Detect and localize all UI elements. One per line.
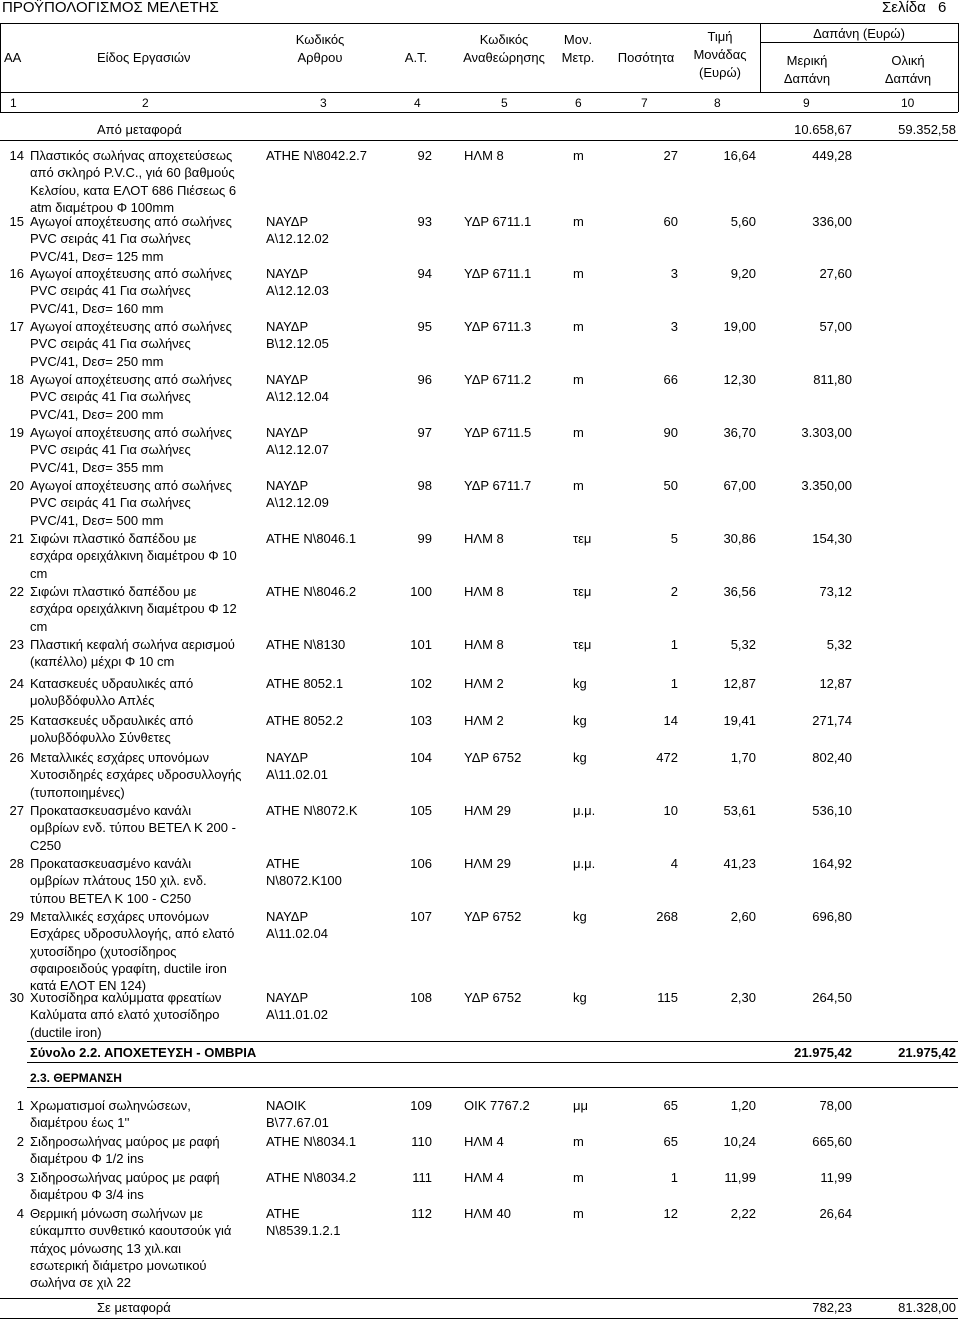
row-code-line: ΑΤΗΕ — [266, 1206, 300, 1221]
row-code-line: Α\12.12.03 — [266, 283, 329, 299]
row-revision-code: ΥΔΡ 6711.7 — [464, 478, 532, 493]
subtotal-meriki: 21.975,42 — [794, 1045, 852, 1060]
row-unit-price: 36,70 — [723, 425, 756, 440]
row-description-line: Εσχάρες υδροσυλλογής, από ελατό — [30, 926, 235, 942]
row-unit-price: 12,87 — [723, 676, 756, 691]
col-kodikos-arthrou-1: Κωδικός — [295, 32, 345, 47]
row-at: 94 — [417, 266, 432, 281]
col-mon-1: Μον. — [563, 32, 593, 47]
row-unit: τεμ — [573, 531, 592, 546]
row-description-line: Σιφώνι πλαστικό δαπέδου με — [30, 584, 197, 599]
row-unit-price: 67,00 — [723, 478, 756, 493]
row-aa: 30 — [9, 990, 24, 1005]
row-partial-cost: 336,00 — [812, 214, 852, 229]
row-description-line: atm διαμέτρου Φ 100mm — [30, 199, 175, 215]
row-at: 108 — [410, 990, 432, 1005]
row-revision-code: ΗΛΜ 8 — [464, 148, 504, 163]
row-aa: 1 — [16, 1098, 24, 1113]
row-aa: 23 — [9, 637, 24, 652]
row-quantity: 12 — [663, 1206, 678, 1221]
row-unit: m — [573, 1170, 584, 1185]
row-description-line: σωλήνα σε χιλ 22 — [30, 1275, 131, 1291]
row-at: 96 — [417, 372, 432, 387]
row-unit: μ.μ. — [573, 856, 596, 871]
row-aa: 20 — [9, 478, 24, 493]
row-code-line: Α\12.12.04 — [266, 389, 329, 405]
row-description-line: σφαιροειδούς γραφίτη, ductile iron — [30, 960, 227, 976]
col-posotita: Ποσότητα — [617, 50, 675, 65]
row-unit: m — [573, 319, 584, 334]
row-at: 95 — [417, 319, 432, 334]
row-at: 111 — [412, 1170, 432, 1185]
row-unit-price: 1,20 — [730, 1098, 756, 1113]
row-unit-price: 5,60 — [730, 214, 756, 229]
row-unit: kg — [573, 909, 587, 924]
row-aa: 22 — [9, 584, 24, 599]
row-at: 112 — [411, 1206, 432, 1221]
row-partial-cost: 11,99 — [820, 1170, 852, 1185]
colnum-9: 9 — [803, 96, 810, 110]
row-at: 101 — [410, 637, 432, 652]
col-eidos: Είδος Εργασιών — [97, 50, 191, 65]
row-description-line: από σκληρό P.V.C., γιά 60 βαθμούς — [30, 165, 235, 181]
row-description-line: (τυποποιημένες) — [30, 784, 125, 800]
colnum-bottom-rule — [0, 112, 958, 113]
row-description-line: κατά ΕΛΟΤ ΕΝ 124) — [30, 978, 147, 994]
row-description-line: Σιδηροσωλήνας μαύρος με ραφή — [30, 1134, 220, 1149]
row-code-line: Α\11.02.01 — [266, 767, 328, 783]
col-kodikos-anath-2: Αναθεώρησης — [463, 50, 545, 65]
row-revision-code: ΗΛΜ 8 — [464, 637, 504, 652]
row-description-line: Σιφώνι πλαστικό δαπέδου με — [30, 531, 197, 546]
row-code-line: ΑΤΗΕ Ν\8046.1 — [266, 531, 357, 546]
row-description-line: Κελσίου, κατα ΕΛΟΤ 686 Πιέσεως 6 — [30, 182, 237, 198]
row-code-line: ΑΤΗΕ — [266, 856, 300, 871]
row-revision-code: ΥΔΡ 6711.1 — [464, 214, 532, 229]
row-code-line: Α\11.02.04 — [266, 926, 328, 942]
row-quantity: 27 — [663, 148, 678, 163]
row-description-line: Αγωγοί αποχέτευσης από σωλήνες — [30, 478, 232, 493]
row-code-line: Α\12.12.07 — [266, 442, 329, 458]
row-partial-cost: 73,12 — [819, 584, 852, 599]
row-code-line: ΑΤΗΕ Ν\8046.2 — [266, 584, 357, 599]
page-label: Σελίδα — [882, 0, 926, 16]
row-description-line: Κατασκευές υδραυλικές από — [30, 713, 194, 728]
row-description-line: Μεταλλικές εσχάρες υπονόμων — [30, 750, 210, 765]
row-partial-cost: 264,50 — [812, 990, 852, 1005]
colnum-7: 7 — [641, 96, 648, 110]
row-unit-price: 19,00 — [723, 319, 756, 334]
row-unit-price: 1,70 — [730, 750, 756, 765]
row-quantity: 3 — [670, 266, 678, 281]
row-code-line: ΝΑΥΔΡ — [266, 909, 309, 924]
row-partial-cost: 3.303,00 — [801, 425, 852, 440]
row-description-line: Αγωγοί αποχέτευσης από σωλήνες — [30, 372, 232, 387]
row-quantity: 3 — [670, 319, 678, 334]
row-code-line: ΝΑΥΔΡ — [266, 319, 309, 334]
row-revision-code: ΥΔΡ 6752 — [464, 750, 522, 765]
row-revision-code: ΗΛΜ 2 — [464, 713, 504, 728]
row-quantity: 10 — [663, 803, 678, 818]
row-description-line: εύκαμπτο συνθετικό καουτσούκ γιά — [30, 1223, 232, 1239]
row-code-line: ΝΑΥΔΡ — [266, 214, 309, 229]
row-at: 98 — [417, 478, 432, 493]
row-at: 104 — [410, 750, 432, 765]
row-description-line: Αγωγοί αποχέτευσης από σωλήνες — [30, 425, 232, 440]
row-quantity: 472 — [656, 750, 678, 765]
col-oliki-2: Δαπάνη — [884, 71, 932, 86]
row-at: 93 — [417, 214, 432, 229]
carry-in-rule — [0, 140, 958, 141]
row-code-line: Β\12.12.05 — [266, 336, 329, 352]
colnum-8: 8 — [714, 96, 721, 110]
row-quantity: 1 — [670, 637, 678, 652]
row-unit: m — [573, 372, 584, 387]
row-aa: 24 — [9, 676, 24, 691]
col-meriki-1: Μερική — [786, 53, 828, 68]
row-quantity: 268 — [656, 909, 678, 924]
row-description-line: ομβρίων πλάτους 150 χιλ. ενδ. — [30, 873, 207, 889]
row-unit: kg — [573, 713, 587, 728]
row-description-line: PVC σειράς 41 Για σωλήνες — [30, 442, 191, 458]
row-quantity: 65 — [663, 1098, 678, 1113]
row-unit: kg — [573, 676, 587, 691]
row-unit-price: 41,23 — [723, 856, 756, 871]
row-aa: 15 — [9, 214, 24, 229]
row-revision-code: ΥΔΡ 6711.2 — [464, 372, 532, 387]
row-partial-cost: 271,74 — [812, 713, 852, 728]
row-revision-code: ΗΛΜ 40 — [464, 1206, 511, 1221]
row-unit: τεμ — [573, 637, 592, 652]
row-aa: 26 — [9, 750, 24, 765]
row-aa: 16 — [9, 266, 24, 281]
row-at: 97 — [417, 425, 432, 440]
row-description-line: PVC/41, Dεσ= 200 mm — [30, 406, 164, 422]
carry-in-oliki: 59.352,58 — [898, 122, 956, 137]
section-rule — [27, 1087, 958, 1088]
subtotal-bottom-rule — [27, 1062, 958, 1063]
row-code-line: ΝΑΥΔΡ — [266, 750, 309, 765]
row-at: 100 — [410, 584, 432, 599]
row-at: 106 — [410, 856, 432, 871]
header-top-rule — [0, 23, 958, 24]
row-quantity: 5 — [670, 531, 678, 546]
row-quantity: 60 — [663, 214, 678, 229]
row-aa: 19 — [9, 425, 24, 440]
row-code-line: ΝΑΥΔΡ — [266, 478, 309, 493]
row-partial-cost: 3.350,00 — [801, 478, 852, 493]
row-unit: m — [573, 148, 584, 163]
row-partial-cost: 12,87 — [819, 676, 852, 691]
colnum-3: 3 — [320, 96, 327, 110]
row-at: 102 — [410, 676, 432, 691]
carry-out-oliki: 81.328,00 — [898, 1300, 956, 1315]
row-description-line: (ductile iron) — [30, 1024, 102, 1040]
document-title: ΠΡΟΫΠΟΛΟΓΙΣΜΟΣ ΜΕΛΕΤΗΣ — [2, 0, 219, 16]
carry-out-bottom-rule — [0, 1318, 958, 1319]
row-description-line: PVC/41, Dεσ= 500 mm — [30, 512, 164, 528]
page-number: 6 — [938, 0, 947, 16]
row-revision-code: ΗΛΜ 29 — [464, 803, 511, 818]
row-aa: 2 — [16, 1134, 24, 1149]
carry-in-meriki: 10.658,67 — [794, 122, 852, 137]
row-code-line: ΑΤΗΕ Ν\8034.2 — [266, 1170, 357, 1185]
row-partial-cost: 78,00 — [819, 1098, 852, 1113]
colnum-10: 10 — [901, 96, 915, 110]
row-unit: μ.μ. — [573, 803, 596, 818]
row-aa: 29 — [9, 909, 24, 924]
col-mon-2: Μετρ. — [561, 50, 595, 65]
row-unit: τεμ — [573, 584, 592, 599]
row-revision-code: ΥΔΡ 6752 — [464, 909, 522, 924]
row-code-line: ΝΑΥΔΡ — [266, 372, 309, 387]
row-code-line: ΝΑΥΔΡ — [266, 266, 309, 281]
row-description-line: εσχάρα ορειχάλκινη διαμέτρου Φ 12 — [30, 601, 237, 617]
row-unit: m — [573, 266, 584, 281]
row-description-line: Πλαστική κεφαλή σωλήνα αερισμού — [30, 637, 235, 652]
row-quantity: 1 — [670, 676, 678, 691]
subtotal-oliki: 21.975,42 — [898, 1045, 956, 1060]
row-description-line: Αγωγοί αποχέτευσης από σωλήνες — [30, 319, 232, 334]
col-at: Α.Τ. — [404, 50, 428, 65]
row-aa: 14 — [9, 148, 24, 163]
row-revision-code: ΥΔΡ 6752 — [464, 990, 522, 1005]
row-aa: 21 — [9, 531, 24, 546]
row-description-line: Αγωγοί αποχέτευσης από σωλήνες — [30, 214, 232, 229]
colnum-5: 5 — [501, 96, 508, 110]
row-description-line: μολυβδόφυλλο Σύνθετες — [30, 730, 171, 746]
row-code-line: ΑΤΗΕ Ν\8042.2.7 — [266, 148, 367, 163]
row-partial-cost: 27,60 — [819, 266, 852, 281]
col-oliki-1: Ολική — [891, 53, 925, 68]
row-description-line: (καπέλλο) μέχρι Φ 10 cm — [30, 654, 175, 670]
section-title: 2.3. ΘΕΡΜΑΝΣΗ — [30, 1071, 122, 1085]
row-code-line: ΝΑΟΙΚ — [266, 1098, 307, 1113]
row-partial-cost: 665,60 — [812, 1134, 852, 1149]
row-at: 99 — [417, 531, 432, 546]
row-description-line: PVC σειράς 41 Για σωλήνες — [30, 283, 191, 299]
row-code-line: Α\11.01.02 — [266, 1007, 328, 1023]
row-code-line: ΑΤΗΕ 8052.2 — [266, 713, 344, 728]
row-unit-price: 12,30 — [723, 372, 756, 387]
row-aa: 25 — [9, 713, 24, 728]
row-partial-cost: 26,64 — [819, 1206, 852, 1221]
row-aa: 4 — [16, 1206, 24, 1221]
row-description-line: πάχος μόνωσης 13 χιλ.και — [30, 1240, 182, 1256]
row-unit-price: 53,61 — [723, 803, 756, 818]
colnum-1: 1 — [10, 96, 17, 110]
row-unit: kg — [573, 750, 587, 765]
row-unit-price: 36,56 — [723, 584, 756, 599]
row-revision-code: ΗΛΜ 2 — [464, 676, 504, 691]
row-partial-cost: 811,80 — [813, 372, 852, 387]
carry-out-top-rule — [0, 1298, 958, 1299]
col-kodikos-anath-1: Κωδικός — [479, 32, 529, 47]
row-unit: m — [573, 1134, 584, 1149]
carry-out-label: Σε μεταφορά — [97, 1300, 171, 1315]
colnum-6: 6 — [575, 96, 582, 110]
carry-in-label: Από μεταφορά — [97, 122, 182, 137]
dapani-group-rule — [760, 42, 958, 43]
row-code-line: ΑΤΗΕ 8052.1 — [266, 676, 344, 691]
header-right-rule — [958, 23, 959, 112]
subtotal-top-rule — [27, 1041, 958, 1042]
row-at: 103 — [410, 713, 432, 728]
row-at: 92 — [417, 148, 432, 163]
row-code-line: Ν\8072.Κ100 — [266, 873, 342, 889]
row-unit-price: 10,24 — [723, 1134, 756, 1149]
row-unit-price: 16,64 — [723, 148, 756, 163]
col-aa: ΑΑ — [4, 50, 22, 65]
row-description-line: Προκατασκευασμένο κανάλι — [30, 856, 192, 871]
row-unit: m — [573, 214, 584, 229]
row-aa: 27 — [9, 803, 24, 818]
row-description-line: χυτοσίδηρο (χυτοσίδηρος — [30, 943, 177, 959]
colnum-2: 2 — [142, 96, 149, 110]
row-unit: m — [573, 478, 584, 493]
row-description-line: Χυτοσίδηρα καλύμματα φρεατίων — [30, 990, 222, 1005]
row-unit: m — [573, 1206, 584, 1221]
row-description-line: εσωτερική διάμετρο μονωτικού — [30, 1257, 207, 1273]
row-code-line: Ν\8539.1.2.1 — [266, 1223, 341, 1239]
row-description-line: PVC σειράς 41 Για σωλήνες — [30, 495, 191, 511]
row-unit-price: 2,22 — [730, 1206, 756, 1221]
row-quantity: 65 — [663, 1134, 678, 1149]
row-partial-cost: 536,10 — [812, 803, 852, 818]
row-revision-code: ΥΔΡ 6711.5 — [464, 425, 532, 440]
row-description-line: C250 — [30, 837, 62, 853]
row-description-line: τύπου ΒΕΤΕΛ Κ 100 - C250 — [30, 890, 192, 906]
row-code-line: ΑΤΗΕ Ν\8130 — [266, 637, 346, 652]
row-unit-price: 19,41 — [723, 713, 756, 728]
row-partial-cost: 57,00 — [819, 319, 852, 334]
row-partial-cost: 154,30 — [812, 531, 852, 546]
row-description-line: μολυβδόφυλλο Απλές — [30, 693, 155, 709]
row-description-line: Πλαστικός σωλήνας αποχετεύσεως — [30, 148, 233, 163]
row-description-line: PVC/41, Dεσ= 355 mm — [30, 459, 164, 475]
header-bottom-rule — [0, 92, 958, 93]
row-revision-code: ΥΔΡ 6711.3 — [464, 319, 532, 334]
row-description-line: PVC σειράς 41 Για σωλήνες — [30, 336, 191, 352]
row-description-line: εσχάρα ορειχάλκινη διαμέτρου Φ 10 — [30, 548, 237, 564]
row-partial-cost: 164,92 — [812, 856, 852, 871]
row-revision-code: ΟΙΚ 7767.2 — [464, 1098, 530, 1113]
row-description-line: Χυτοσιδηρές εσχάρες υδροσυλλογής — [30, 767, 242, 783]
row-unit-price: 2,30 — [730, 990, 756, 1005]
row-partial-cost: 5,32 — [826, 637, 852, 652]
row-quantity: 90 — [663, 425, 678, 440]
row-quantity: 14 — [663, 713, 678, 728]
row-description-line: PVC/41, Dεσ= 160 mm — [30, 300, 164, 316]
row-description-line: cm — [30, 565, 48, 581]
row-description-line: PVC/41, Dεσ= 125 mm — [30, 248, 164, 264]
row-code-line: Β\77.67.01 — [266, 1115, 329, 1131]
row-unit-price: 2,60 — [730, 909, 756, 924]
row-quantity: 115 — [657, 990, 678, 1005]
row-partial-cost: 449,28 — [812, 148, 852, 163]
row-description-line: Καλύματα από ελατό χυτοσίδηρο — [30, 1007, 220, 1023]
carry-out-meriki: 782,23 — [812, 1300, 852, 1315]
row-revision-code: ΥΔΡ 6711.1 — [464, 266, 532, 281]
row-unit: μμ — [573, 1098, 588, 1113]
row-description-line: Μεταλλικές εσχάρες υπονόμων — [30, 909, 210, 924]
col-timi-2: Μονάδας — [693, 47, 747, 62]
row-code-line: Α\12.12.02 — [266, 231, 329, 247]
header-left-rule — [0, 23, 1, 112]
row-code-line: ΑΤΗΕ Ν\8072.Κ — [266, 803, 358, 818]
row-at: 105 — [410, 803, 432, 818]
row-unit: m — [573, 425, 584, 440]
row-at: 107 — [410, 909, 432, 924]
row-quantity: 1 — [670, 1170, 678, 1185]
row-revision-code: ΗΛΜ 4 — [464, 1170, 504, 1185]
row-revision-code: ΗΛΜ 4 — [464, 1134, 504, 1149]
row-revision-code: ΗΛΜ 29 — [464, 856, 511, 871]
row-description-line: PVC/41, Dεσ= 250 mm — [30, 353, 164, 369]
row-unit-price: 30,86 — [723, 531, 756, 546]
row-code-line: ΝΑΥΔΡ — [266, 990, 309, 1005]
row-description-line: PVC σειράς 41 Για σωλήνες — [30, 389, 191, 405]
row-description-line: διαμέτρου Φ 3/4 ins — [30, 1187, 144, 1203]
row-aa: 17 — [9, 319, 24, 334]
col-dapani-group: Δαπάνη (Ευρώ) — [813, 26, 905, 41]
row-description-line: Προκατασκευασμένο κανάλι — [30, 803, 192, 818]
subtotal-label: Σύνολο 2.2. ΑΠΟΧΕΤΕΥΣΗ - ΟΜΒΡΙΑ — [30, 1045, 257, 1060]
row-aa: 18 — [9, 372, 24, 387]
row-description-line: διαμέτρου έως 1'' — [30, 1115, 130, 1131]
row-unit: kg — [573, 990, 587, 1005]
row-code-line: Α\12.12.09 — [266, 495, 329, 511]
row-partial-cost: 802,40 — [812, 750, 852, 765]
row-quantity: 50 — [663, 478, 678, 493]
row-description-line: ομβρίων ενδ. τύπου ΒΕΤΕΛ Κ 200 - — [30, 820, 236, 836]
row-quantity: 4 — [670, 856, 678, 871]
colnum-4: 4 — [414, 96, 421, 110]
row-description-line: cm — [30, 618, 48, 634]
col-timi-1: Τιμή — [707, 29, 733, 44]
row-aa: 3 — [16, 1170, 24, 1185]
col-meriki-2: Δαπάνη — [783, 71, 831, 86]
row-unit-price: 9,20 — [730, 266, 756, 281]
row-code-line: ΝΑΥΔΡ — [266, 425, 309, 440]
row-at: 109 — [410, 1098, 432, 1113]
row-partial-cost: 696,80 — [812, 909, 852, 924]
row-quantity: 66 — [663, 372, 678, 387]
row-at: 110 — [411, 1134, 432, 1149]
col-timi-3: (Ευρώ) — [699, 65, 741, 80]
row-description-line: Κατασκευές υδραυλικές από — [30, 676, 194, 691]
row-unit-price: 5,32 — [730, 637, 756, 652]
row-description-line: PVC σειράς 41 Για σωλήνες — [30, 231, 191, 247]
row-code-line: ΑΤΗΕ Ν\8034.1 — [266, 1134, 357, 1149]
row-description-line: Χρωματισμοί σωληνώσεων, — [30, 1098, 191, 1113]
row-quantity: 2 — [670, 584, 678, 599]
row-revision-code: ΗΛΜ 8 — [464, 531, 504, 546]
row-description-line: Σιδηροσωλήνας μαύρος με ραφή — [30, 1170, 220, 1185]
row-description-line: διαμέτρου Φ 1/2 ins — [30, 1151, 144, 1167]
col-kodikos-arthrou-2: Αρθρου — [297, 50, 343, 65]
row-revision-code: ΗΛΜ 8 — [464, 584, 504, 599]
row-unit-price: 11,99 — [724, 1170, 756, 1185]
row-aa: 28 — [9, 856, 24, 871]
row-description-line: Αγωγοί αποχέτευσης από σωλήνες — [30, 266, 232, 281]
row-description-line: Θερμική μόνωση σωλήνων με — [30, 1206, 203, 1221]
